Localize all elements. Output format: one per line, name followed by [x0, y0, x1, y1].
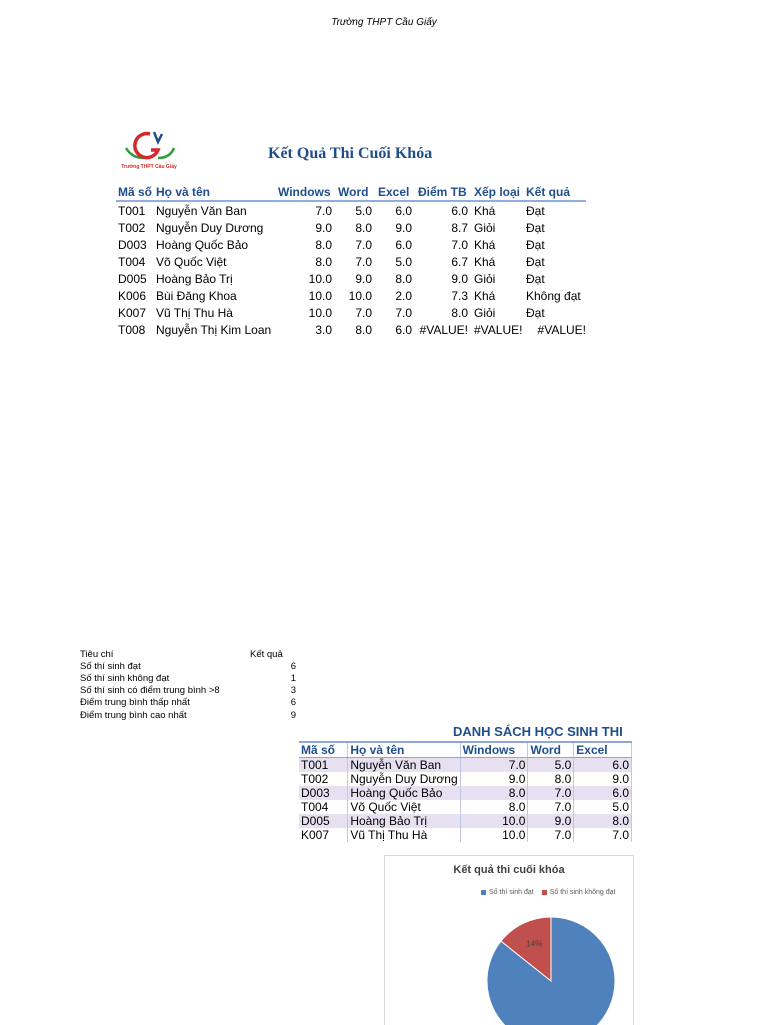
results-cell-name: Hoàng Quốc Bảo — [156, 237, 249, 252]
summary-row — [78, 685, 300, 697]
results-cell-rank: Khá — [474, 254, 496, 269]
results-cell-word: 7.0 — [355, 237, 372, 252]
results-cell-rank: Khá — [474, 237, 496, 252]
results-cell-name: Nguyễn Văn Ban — [156, 203, 247, 218]
results-title: Kết Quả Thi Cuối Khóa — [268, 145, 433, 162]
summary-table — [78, 648, 300, 721]
results-cell-windows: 10.0 — [308, 288, 332, 303]
results-col-word: Word — [336, 184, 376, 201]
logo-text: Trường THPT Cầu Giấy — [121, 164, 177, 170]
summary-col-result: Kết quả — [250, 648, 283, 660]
results-cell-average: 6.0 — [451, 203, 468, 218]
results-cell-excel: 7.0 — [395, 305, 412, 320]
list-title: DANH SÁCH HỌC SINH THI — [453, 724, 623, 739]
student-list — [299, 741, 632, 849]
results-cell-word: 5.0 — [355, 203, 372, 218]
results-row — [116, 201, 586, 219]
list-cell-id: T002 — [299, 772, 348, 786]
results-cell-windows: 10.0 — [308, 305, 332, 320]
results-cell-result: Đạt — [526, 237, 545, 252]
results-cell-result: Đạt — [526, 305, 545, 320]
results-cell-excel: 6.0 — [395, 237, 412, 252]
page-header: Trường THPT Cầu Giấy — [331, 17, 437, 28]
list-row — [299, 772, 632, 786]
results-cell-word: 8.0 — [355, 220, 372, 235]
results-cell-word: 8.0 — [355, 322, 372, 337]
results-cell-result: Đạt — [526, 254, 545, 269]
results-cell-word: 10.0 — [348, 288, 372, 303]
list-col-id: Mã số — [299, 742, 348, 758]
results-table — [116, 184, 586, 338]
list-row — [299, 758, 632, 773]
results-cell-excel: 6.0 — [395, 322, 412, 337]
summary-cell-value: 9 — [290, 709, 296, 721]
list-cell-windows: 7.0 — [460, 758, 528, 773]
results-col-rank: Xếp loại — [472, 184, 524, 201]
summary-cell-value: 3 — [290, 685, 296, 697]
results-cell-windows: 7.0 — [315, 203, 332, 218]
results-cell-average: 8.7 — [451, 220, 468, 235]
results-cell-id: T008 — [118, 322, 146, 337]
results-cell-rank: Giỏi — [474, 220, 496, 235]
results-cell-id: D003 — [118, 237, 147, 252]
results-col-average: Điểm TB — [416, 184, 472, 201]
list-cell-name: Hoàng Quốc Bảo — [348, 786, 460, 800]
results-cell-rank: Giỏi — [474, 305, 496, 320]
results-cell-rank: Khá — [474, 288, 496, 303]
results-cell-word: 9.0 — [355, 271, 372, 286]
list-cell-word: 9.0 — [528, 814, 574, 828]
summary-row — [78, 697, 300, 709]
results-col-result: Kết quả — [524, 184, 586, 201]
results-cell-average: #VALUE! — [419, 322, 468, 337]
summary-cell-criteria: Điểm trung bình cao nhất — [80, 709, 187, 721]
results-col-id: Mã số — [118, 185, 153, 199]
summary-cell-criteria: Điểm trung bình thấp nhất — [80, 697, 190, 709]
results-cell-average: 7.3 — [451, 288, 468, 303]
list-col-name: Họ và tên — [348, 742, 460, 758]
legend-label-pass: Số thí sinh đạt — [489, 889, 534, 896]
list-header-row — [299, 742, 632, 758]
results-cell-windows: 10.0 — [308, 271, 332, 286]
summary-col-criteria: Tiêu chí — [80, 648, 114, 660]
list-cell-name: Hoàng Bảo Trị — [348, 814, 460, 828]
list-cell-word: 7.0 — [528, 828, 574, 842]
list-col-word: Word — [528, 742, 574, 758]
school-logo — [118, 128, 180, 182]
list-cell-id: T004 — [299, 800, 348, 814]
results-cell-rank: Giỏi — [474, 271, 496, 286]
list-cell-windows: 10.0 — [460, 828, 528, 842]
results-cell-windows: 9.0 — [315, 220, 332, 235]
results-row — [116, 270, 586, 287]
results-cell-windows: 8.0 — [315, 237, 332, 252]
results-cell-result: Đạt — [526, 203, 545, 218]
list-cell-id: T001 — [299, 758, 348, 773]
results-cell-result: Đạt — [526, 271, 545, 286]
results-cell-excel: 8.0 — [395, 271, 412, 286]
results-row — [116, 321, 586, 338]
list-cell-id: D005 — [299, 814, 348, 828]
results-cell-rank: Khá — [474, 203, 496, 218]
results-row — [116, 253, 586, 270]
results-cell-result: #VALUE! — [537, 322, 586, 337]
results-cell-id: T001 — [118, 203, 146, 218]
results-cell-name: Hoàng Bảo Trị — [156, 271, 233, 286]
list-cell-windows: 8.0 — [460, 800, 528, 814]
summary-row — [78, 672, 300, 684]
results-cell-name: Bùi Đăng Khoa — [156, 288, 237, 303]
list-cell-id: D003 — [299, 786, 348, 800]
results-cell-id: K006 — [118, 288, 147, 303]
results-cell-result: Đạt — [526, 220, 545, 235]
summary-cell-value: 6 — [290, 660, 296, 672]
results-cell-excel: 5.0 — [395, 254, 412, 269]
list-col-excel: Excel — [574, 742, 632, 758]
results-cell-windows: 8.0 — [315, 254, 332, 269]
list-cell-excel: 6.0 — [574, 786, 632, 800]
pie-chart — [384, 855, 634, 1025]
results-cell-id: T004 — [118, 254, 146, 269]
list-row — [299, 814, 632, 828]
results-cell-windows: 3.0 — [315, 322, 332, 337]
summary-cell-criteria: Số thí sinh không đạt — [80, 672, 170, 684]
results-cell-rank: #VALUE! — [474, 322, 523, 337]
list-cell-excel: 7.0 — [574, 828, 632, 842]
legend-label-fail: Số thí sinh không đạt — [549, 889, 616, 896]
list-cell-excel: 9.0 — [574, 772, 632, 786]
results-cell-excel: 6.0 — [395, 203, 412, 218]
list-cell-excel: 5.0 — [574, 800, 632, 814]
results-col-windows: Windows — [276, 184, 336, 201]
results-cell-name: Nguyễn Duy Dương — [156, 220, 264, 235]
results-cell-name: Võ Quốc Việt — [156, 254, 227, 269]
list-cell-name: Nguyễn Duy Dương — [348, 772, 460, 786]
results-cell-id: K007 — [118, 305, 147, 320]
list-cell-name: Vũ Thị Thu Hà — [348, 828, 460, 842]
results-cell-name: Nguyễn Thị Kim Loan — [156, 322, 272, 337]
results-row — [116, 304, 586, 321]
list-cell-name: Nguyễn Văn Ban — [348, 758, 460, 773]
list-cell-name: Võ Quốc Việt — [348, 800, 460, 814]
results-row — [116, 287, 586, 304]
results-col-name: Họ và tên — [154, 184, 276, 201]
chart-title: Kết quả thi cuối khóa — [453, 864, 565, 876]
results-cell-average: 6.7 — [451, 254, 468, 269]
results-cell-id: T002 — [118, 220, 146, 235]
results-cell-name: Vũ Thị Thu Hà — [156, 305, 233, 320]
list-row — [299, 786, 632, 800]
list-row — [299, 800, 632, 814]
list-cell-windows: 10.0 — [460, 814, 528, 828]
list-cell-windows: 8.0 — [460, 786, 528, 800]
results-cell-word: 7.0 — [355, 305, 372, 320]
results-cell-id: D005 — [118, 271, 147, 286]
results-header-row — [116, 184, 586, 201]
list-cell-word: 8.0 — [528, 772, 574, 786]
summary-cell-criteria: Số thí sinh có điểm trung bình >8 — [80, 685, 220, 697]
summary-cell-criteria: Số thí sinh đạt — [80, 660, 141, 672]
student-list-table — [299, 741, 632, 842]
list-row — [299, 828, 632, 842]
list-cell-excel: 8.0 — [574, 814, 632, 828]
list-cell-word: 7.0 — [528, 786, 574, 800]
list-cell-word: 5.0 — [528, 758, 574, 773]
results-cell-average: 7.0 — [451, 237, 468, 252]
list-col-windows: Windows — [460, 742, 528, 758]
summary-header-row — [78, 648, 300, 660]
results-col-excel: Excel — [376, 184, 416, 201]
pie-plot — [385, 856, 633, 1025]
results-cell-word: 7.0 — [355, 254, 372, 269]
results-row — [116, 236, 586, 253]
results-cell-excel: 2.0 — [395, 288, 412, 303]
summary-row — [78, 660, 300, 672]
results-row — [116, 219, 586, 236]
summary-cell-value: 6 — [290, 697, 296, 709]
list-cell-word: 7.0 — [528, 800, 574, 814]
summary-row — [78, 709, 300, 721]
results-cell-result: Không đạt — [526, 288, 581, 303]
list-cell-excel: 6.0 — [574, 758, 632, 773]
summary-cell-value: 1 — [290, 672, 296, 684]
pie-data-label: 14% — [526, 939, 543, 949]
results-cell-excel: 9.0 — [395, 220, 412, 235]
list-cell-id: K007 — [299, 828, 348, 842]
list-cell-windows: 9.0 — [460, 772, 528, 786]
results-cell-average: 9.0 — [451, 271, 468, 286]
results-cell-average: 8.0 — [451, 305, 468, 320]
